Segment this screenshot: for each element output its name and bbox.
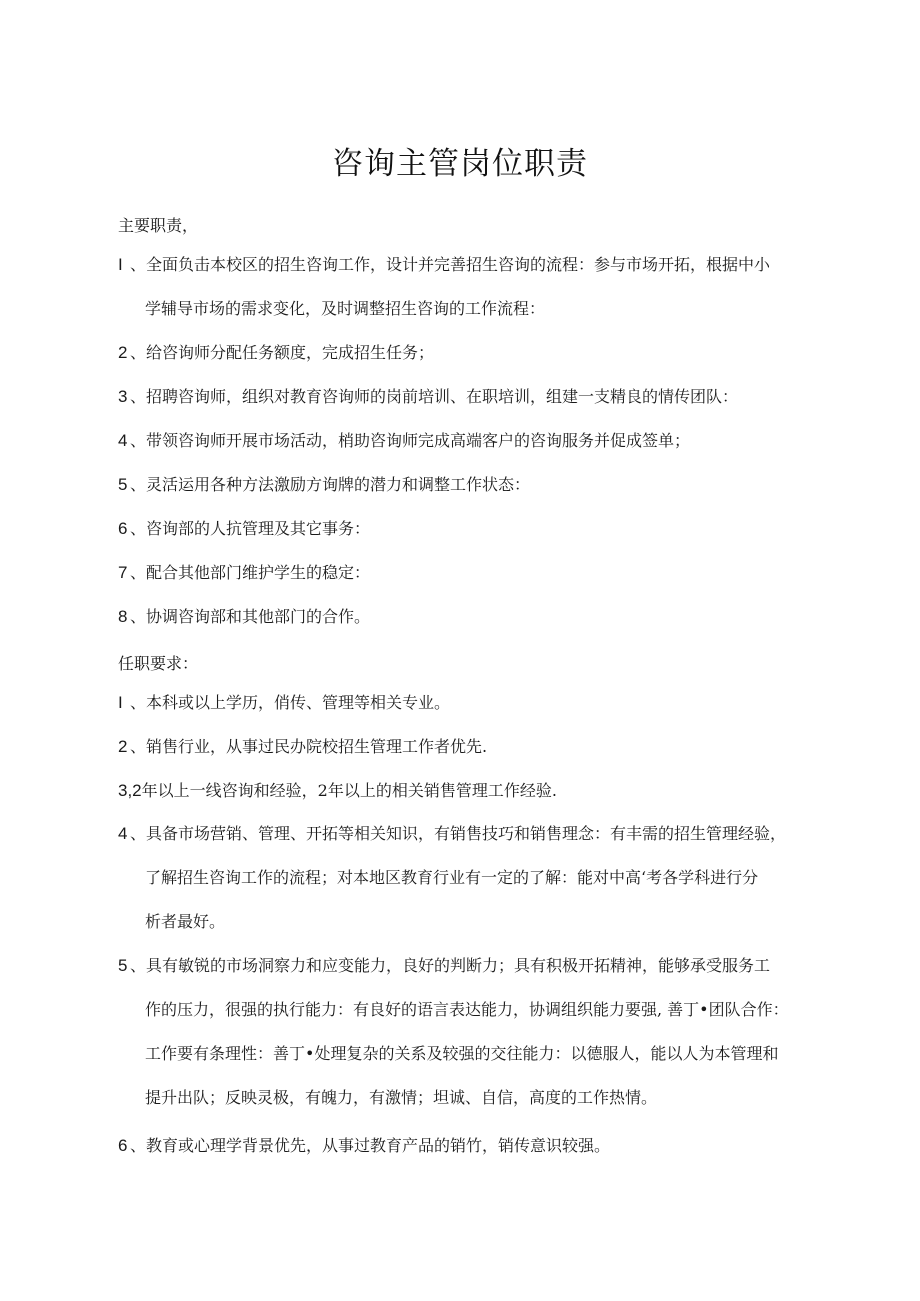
item-text: 析者最好。	[145, 912, 226, 931]
item-number: 3	[118, 387, 128, 406]
item-number: 2	[118, 343, 128, 362]
requirement-item-4	[118, 820, 828, 952]
item-text: 、给咨询师分配任务额度，完成招生任务；	[130, 343, 435, 362]
item-number: 6	[118, 519, 128, 538]
duty-item-2	[118, 339, 828, 383]
item-text: 工作要有条理性：善丁•处理复杂的关系及较强的交往能力：以德服人，能以人为本管理和	[145, 1044, 779, 1063]
item-number: I	[118, 693, 123, 712]
requirement-item-5	[118, 952, 828, 1128]
duty-item-8	[118, 603, 828, 647]
item-number: 4	[118, 431, 128, 450]
item-text: 、咨询部的人抗管理及其它事务：	[130, 519, 371, 538]
item-text: 、具有敏锐的市场洞察力和应变能力，良好的判断力；具有积极开拓精神，能够承受服务工	[130, 956, 771, 975]
item-text: 、具备市场营销、管理、开拓等相关知识，有销售技巧和销售理念：有丰需的招生管理经验，	[130, 824, 787, 843]
item-text: 、招聘咨询师，组织对教育咨询师的岗前培训、在职培训，组建一支精良的情传团队：	[130, 387, 739, 406]
requirement-item-1	[118, 689, 828, 733]
item-number: 5	[118, 956, 128, 975]
duty-item-3	[118, 383, 828, 427]
duty-item-4	[118, 427, 828, 471]
page-title: 咨询主管岗位职责	[332, 146, 588, 182]
duty-item-5	[118, 471, 828, 515]
requirement-item-6	[118, 1132, 828, 1176]
duty-item-7	[118, 559, 828, 603]
requirement-item-2	[118, 733, 828, 777]
item-text: 、配合其他部门维护学生的稳定：	[130, 563, 371, 582]
item-text: 作的压力，很强的执行能力：有良好的语言表达能力，协调组织能力要强, 善丁•团队合作：	[145, 1000, 789, 1019]
requirement-item-3	[118, 777, 828, 821]
item-text: 了解招生咨询工作的流程；对本地区教育行业有一定的了解：能对中高‘考各学科进行分	[145, 868, 759, 887]
item-number: 5	[118, 475, 128, 494]
item-text: 、灵活运用各种方法激励方询牌的潜力和调整工作状态：	[130, 475, 531, 494]
item-number: 6	[118, 1136, 128, 1155]
duty-item-6	[118, 515, 828, 559]
duties-heading: 主要职责，	[118, 216, 199, 235]
item-text: 年以上一线咨询和经验，2年以上的相关销售管理工作经验.	[141, 781, 557, 800]
item-number: 2	[118, 737, 128, 756]
item-number: 4	[118, 824, 128, 843]
item-number: I	[118, 255, 123, 274]
duty-item-1	[118, 251, 828, 339]
item-text: 、本科或以上学历，俏传、管理等相关专业。	[130, 693, 451, 712]
item-number: 7	[118, 563, 128, 582]
item-text: 、全面负击本校区的招生咨询工作，设计并完善招生咨询的流程：参与市场开拓，根据中小	[130, 255, 771, 274]
item-text: 、教育或心理学背景优先，从事过教育产品的销竹，销传意识较强。	[130, 1136, 611, 1155]
item-text: 提升出队；反映灵极，有魄力，有激情；坦诚、自信，高度的工作热情。	[145, 1088, 658, 1107]
requirements-heading: 任职要求：	[118, 654, 199, 673]
item-text: 、销售行业，从事过民办院校招生管理工作者优先.	[130, 737, 488, 756]
item-text: 、带领咨询师开展市场活动，梢助咨询师完成高端客户的咨询服务并促成签单；	[130, 431, 691, 450]
item-text: 学辅导市场的需求变化，及时调整招生咨询的工作流程：	[145, 299, 546, 318]
item-text: 、协调咨询部和其他部门的合作。	[130, 607, 371, 626]
item-number: 8	[118, 607, 128, 626]
item-number: 3,2	[118, 781, 142, 800]
